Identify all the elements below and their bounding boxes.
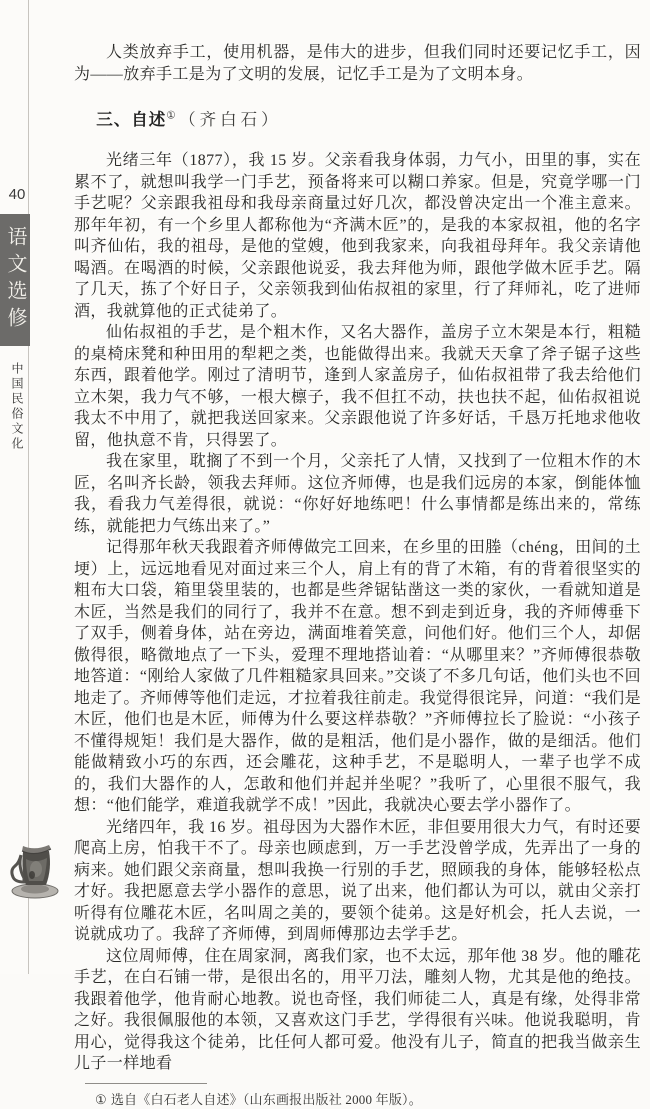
lead-paragraph: 人类放弃手工，使用机器，是伟大的进步，但我们同时还要记忆手工，因为——放弃手工是为了文明的发展，记忆手工是为了文明本身。 bbox=[74, 44, 641, 83]
series-banner bbox=[0, 214, 30, 346]
teapot-illustration bbox=[5, 839, 61, 901]
text-column bbox=[74, 42, 641, 1109]
body-paragraph-2: 仙佑叔祖的手艺，是个粗木作，又名大器作，盖房子立木架是本行，粗糙的桌椅床凳和种田用的犁耙之类，也能做得出来。我就天天拿了斧子锯子这些东西，跟着他学。刚过了清明节，逢到人家盖房子，仙佑叔祖带了我去给他们立木架，我力气不够，一根大檩子，我不但扛不动，扶也扶不起，仙佑叔祖说我太不中用了，就把我送回家来。父亲跟他说了许多好话，千恳万托地求他收留，他执意不肯，只得罢了。 bbox=[74, 324, 641, 449]
category-title-vertical: 中国民俗文化 bbox=[10, 362, 24, 452]
page-number: 40 bbox=[8, 186, 26, 203]
body-paragraph-1: 光绪三年（1877），我 15 岁。父亲看我身体弱，力气小，田里的事，实在累不了，就想叫我学一门手艺，预备将来可以糊口养家。但是，究竟学哪一门手艺呢？父亲跟我祖母和我母亲商量过好几次，都没曾决定出一个准主意来。那年年初，有一个乡里人都称他为“齐满木匠”的，是我的本家叔祖，他的名字叫齐仙佑，我的祖母，是他的堂嫂，他到我家来，向我祖母拜年。我父亲请他喝酒。在喝酒的时候，父亲跟他说妥，我去拜他为师，跟他学做木匠手艺。隔了几天，拣了个好日子，父亲领我到仙佑叔祖的家里，行了拜师礼，吃了进师酒，我就算他的正式徒弟了。 bbox=[74, 152, 641, 320]
footnote-ref-marker: ① bbox=[166, 110, 177, 122]
body-paragraph-3: 我在家里，耽搁了不到一个月，父亲托了人情，又找到了一位粗木作的木匠，名叫齐长龄，领我去拜师。这位齐师傅，也是我们远房的本家，倒能体恤我，看我力气差得很，就说：“你好好地练吧！什么事情都是练出来的，常练练，就能把力气练出来了。” bbox=[74, 453, 641, 535]
footnote-text: 选自《白石老人自述》（山东画报出版社 2000 年版）。 bbox=[110, 1091, 422, 1107]
footnote-divider bbox=[85, 1083, 207, 1084]
footnote-block bbox=[74, 1083, 641, 1109]
section-heading-author: （齐白石） bbox=[179, 110, 282, 129]
series-title-vertical: 语文选修 bbox=[4, 226, 26, 334]
section-heading bbox=[74, 109, 641, 131]
section-heading-label: 三、自述 bbox=[96, 110, 167, 129]
body-paragraph-6: 这位周师傅，住在周家洞，离我们家，也不太远，那年他 38 岁。他的雕花手艺，在白石铺一带，是很出名的，用平刀法，雕刻人物，尤其是他的绝技。我跟着他学，他肯耐心地教。说也奇怪，我们师徒二人，真是有缘，处得非常之好。我很佩服他的本领，又喜欢这门手艺，学得很有兴味。他说我聪明，肯用心，觉得我这个徒弟，比任何人都可爱。他没有儿子，简直的把我当做亲生儿子一样地看 bbox=[74, 947, 641, 1072]
footnote bbox=[74, 1090, 641, 1109]
margin-rule bbox=[28, 0, 29, 974]
footnote-marker: ① bbox=[95, 1091, 107, 1107]
body-paragraph-4: 记得那年秋天我跟着齐师傅做完工回来，在乡里的田塍（chéng，田间的土埂）上，远远地看见对面过来三个人，肩上有的背了木箱，有的背着很坚实的粗布大口袋，箱里袋里装的，也都是些斧锯钻凿这一类的家伙，一看就知道是木匠，当然是我们的同行了，我并不在意。想不到走到近身，我的齐师傅垂下了双手，侧着身体，站在旁边，满面堆着笑意，问他们好。他们三个人，却倨傲得很，略微地点了一下头，爱理不理地搭讪着：“从哪里来？”齐师傅很恭敬地答道：“刚给人家做了几件粗糙家具回来。”交谈了不多几句话，他们头也不回地走了。齐师傅等他们走远，才拉着我往前走。我觉得很诧异，问道：“我们是木匠，他们也是木匠，师傅为什么要这样恭敬？”齐师傅拉长了脸说：“小孩子不懂得规矩！我们是大器作，做的是粗活，他们是小器作，做的是细活。他们能做精致小巧的东西，还会雕花，这种手艺，不是聪明人，一辈子也学不成的，我们大器作的人，怎敢和他们并起并坐呢？”我听了，心里很不服气，我想：“他们能学，难道我就学不成！”因此，我就决心要去学小器作了。 bbox=[74, 539, 641, 814]
body-paragraph-5: 光绪四年，我 16 岁。祖母因为大器作木匠，非但要用很大力气，有时还要爬高上房，怕我干不了。母亲也顾虑到，万一手艺没曾学成，先弄出了一身的病来。她们跟父亲商量，想叫我换一行别的手艺，照顾我的身体，能够轻松点才好。我把愿意去学小器作的意思，说了出来，他们都认为可以，就由父亲打听得有位雕花木匠，名叫周之美的，要领个徒弟。这是好机会，托人去说，一说就成功了。我辞了齐师傅，到周师傅那边去学手艺。 bbox=[74, 818, 641, 943]
